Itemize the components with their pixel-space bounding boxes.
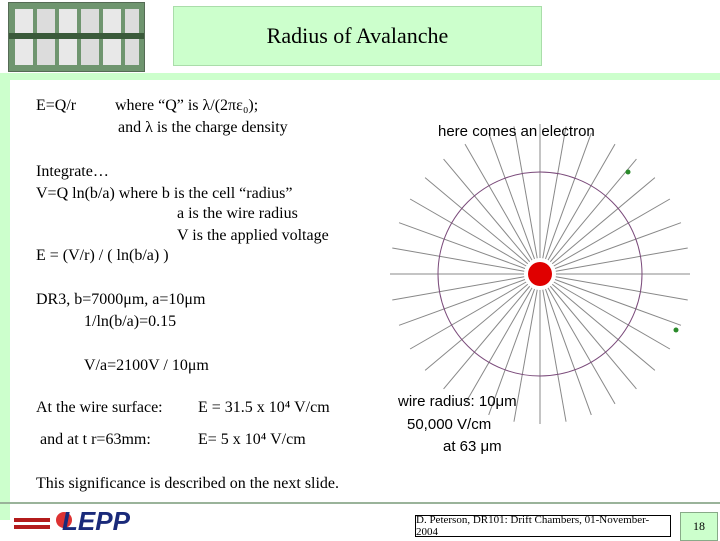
at-radius-value: E= 5 x 10⁴ V/cm <box>198 431 306 448</box>
field-line <box>554 199 670 266</box>
lepp-logo-text: LEPP <box>62 506 130 536</box>
field-line <box>514 290 537 422</box>
electron-dot <box>626 170 631 175</box>
dr3-parameters: DR3, b=7000μm, a=10μm <box>36 291 206 308</box>
e-equation: E = (V/r) / ( ln(b/a) ) <box>36 247 169 264</box>
field-line <box>514 126 537 258</box>
circuit-board-image <box>8 2 145 72</box>
field-line <box>556 248 688 271</box>
wire-radius-label: wire radius: 10μm <box>398 393 517 410</box>
field-line <box>410 199 526 266</box>
v-definition: V is the applied voltage <box>177 227 329 244</box>
electron-label: here comes an electron <box>438 123 595 140</box>
v-equation: V=Q ln(b/a) where b is the cell “radius” <box>36 185 293 202</box>
slide-title: Radius of Avalanche <box>173 6 542 66</box>
significance-note: This significance is described on the next slide. <box>36 475 340 492</box>
page-number: 18 <box>680 512 718 541</box>
v-over-a: V/a=2100V / 10μm <box>84 357 209 374</box>
radius-63-label: at 63 μm <box>443 438 502 455</box>
field-line <box>556 277 688 300</box>
at-radius-label: and at t r=63mm: <box>40 431 151 448</box>
cornell-logo <box>12 512 52 536</box>
field-line <box>465 288 532 404</box>
integrate-text: Integrate… <box>36 163 109 180</box>
field-line <box>410 282 526 349</box>
electron-dot-secondary <box>674 328 679 333</box>
field-line <box>543 290 566 422</box>
field-line <box>392 277 524 300</box>
wire-surface-value: E = 31.5 x 10⁴ V/cm <box>198 399 330 416</box>
field-line <box>548 288 615 404</box>
field-line <box>465 144 532 260</box>
field-value-label: 50,000 V/cm <box>407 416 492 433</box>
lambda-text: and λ is the charge density <box>118 119 288 136</box>
header-divider <box>0 73 720 80</box>
left-border <box>0 80 10 520</box>
equation-e-q-r: E=Q/r <box>36 97 77 114</box>
field-line <box>392 248 524 271</box>
field-line <box>554 282 670 349</box>
wire-dot <box>528 262 552 286</box>
log-ratio: 1/ln(b/a)=0.15 <box>84 313 177 330</box>
where-q-text: where “Q” is λ/(2πε₀); <box>115 97 259 114</box>
field-line <box>548 144 615 260</box>
wire-surface-label: At the wire surface: <box>36 399 163 416</box>
field-line <box>543 126 566 258</box>
a-definition: a is the wire radius <box>177 205 298 222</box>
footer-credit: D. Peterson, DR101: Drift Chambers, 01-November-2004 <box>415 515 671 537</box>
footer-divider <box>0 502 720 504</box>
